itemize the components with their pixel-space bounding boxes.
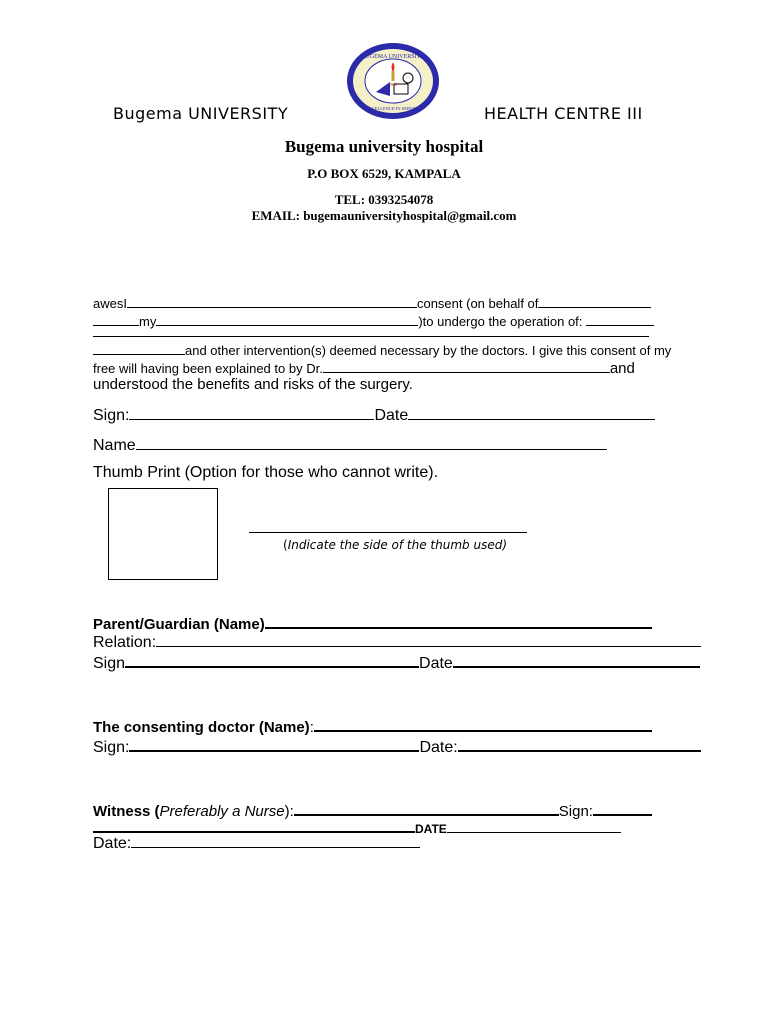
- witness-date-row-2: Date:: [93, 833, 420, 853]
- thumb-print-label: Thumb Print (Option for those who cannot write).: [93, 464, 439, 481]
- consent-line-3: [93, 322, 649, 340]
- header-health-centre: HEALTH CENTRE III: [484, 104, 643, 123]
- patient-date-field[interactable]: [408, 405, 655, 420]
- operation-blank-2[interactable]: [93, 322, 649, 337]
- witness-name-field[interactable]: [294, 799, 559, 816]
- doctor-sign-row: Sign: Date:: [93, 735, 701, 757]
- name-blank[interactable]: [127, 293, 417, 308]
- svg-text:BUGEMA UNIVERSITY: BUGEMA UNIVERSITY: [361, 54, 425, 60]
- svg-text:EXCELLENCE IN SERVICE: EXCELLENCE IN SERVICE: [365, 106, 421, 111]
- university-seal-logo: [346, 42, 440, 120]
- thumb-side-field[interactable]: [249, 532, 527, 533]
- po-box: P.O BOX 6529, KAMPALA: [307, 166, 461, 181]
- behalf-of-blank[interactable]: [538, 293, 651, 308]
- witness-date-row: DATE: [93, 816, 621, 838]
- patient-sign-field[interactable]: [129, 405, 374, 420]
- guardian-name-field[interactable]: [265, 612, 652, 629]
- guardian-sign-field[interactable]: [125, 651, 419, 668]
- witness-sign-field[interactable]: [593, 799, 652, 816]
- witness-date-field-2[interactable]: [131, 833, 420, 848]
- patient-name-row: Name: [93, 435, 607, 455]
- operation-blank-3[interactable]: [93, 340, 185, 355]
- doctor-name-blank[interactable]: [323, 358, 610, 373]
- consent-line-5: free will having been explained to by Dr. and: [93, 360, 635, 377]
- patient-sign-row: Sign: Date: [93, 405, 655, 425]
- hospital-name: Bugema university hospital: [284, 137, 484, 156]
- guardian-relation-row: Relation:: [93, 632, 701, 652]
- email: EMAIL: bugemauniversityhospital@gmail.com: [251, 208, 517, 223]
- consent-line-2: my )to undergo the operation of:: [93, 311, 654, 329]
- telephone: TEL: 0393254078: [334, 192, 434, 207]
- guardian-date-field[interactable]: [453, 651, 700, 668]
- consent-line-4: and other intervention(s) deemed necessary by the doctors. I give this consent of my: [93, 340, 671, 358]
- header-university: Bugema UNIVERSITY: [113, 104, 289, 123]
- svg-text:1948: 1948: [389, 82, 397, 87]
- witness-sign-field-2[interactable]: [93, 816, 415, 833]
- guardian-relation-field[interactable]: [156, 632, 701, 647]
- doctor-name-row: The consenting doctor (Name):: [93, 715, 652, 736]
- consent-line-6: understood the benefits and risks of the surgery.: [93, 376, 413, 393]
- thumb-print-box[interactable]: [108, 488, 218, 580]
- doctor-date-field[interactable]: [458, 735, 701, 752]
- thumb-side-note: (Indicate the side of the thumb used): [283, 538, 508, 552]
- witness-row: Witness (Preferably a Nurse): Sign:: [93, 799, 652, 820]
- consent-line-1: awesI consent (on behalf of: [93, 293, 651, 311]
- doctor-sign-field[interactable]: [129, 735, 419, 752]
- doctor-name-field[interactable]: [314, 715, 652, 732]
- witness-date-field[interactable]: [447, 818, 621, 833]
- guardian-sign-row: Sign Date: [93, 651, 700, 673]
- guardian-name-row: Parent/Guardian (Name): [93, 612, 652, 633]
- patient-name-field[interactable]: [136, 435, 607, 450]
